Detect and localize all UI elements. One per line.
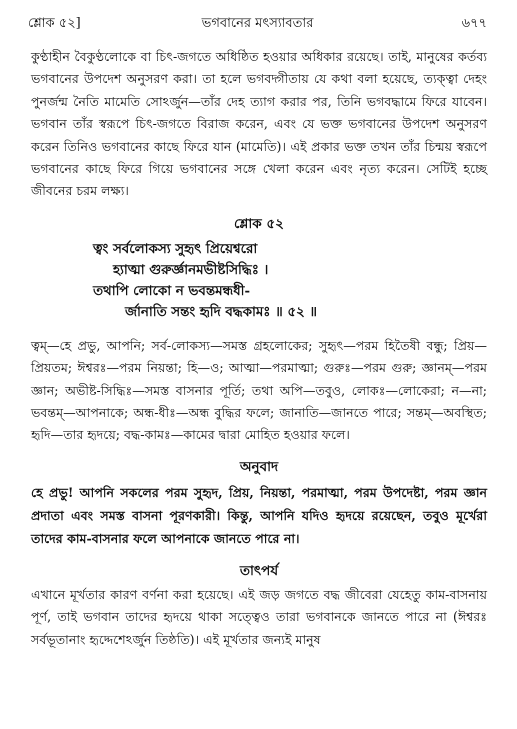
purport-heading: তাৎপর্য — [239, 562, 279, 579]
purport-paragraph: এখানে মূর্খতার কারণ বর্ণনা করা হয়েছে। এই জড় জগতে বদ্ধ জীবেরা যেহেতু কাম-বাসনায় পূর্ণ, তাই ভগবান তাদের হৃদয়ে থাকা সত্ত্বেও তারা ভগবানকে জানতে পারে না (ঈশ্বরঃ সর্বভূতানাং হৃদ্দেশেঽর্জুন তিষ্ঠতি)। এই মূর্খতার জন্যই মানুষ — [31, 587, 487, 647]
header-chapter-title: ভগবানের মৎস্যাবতার — [201, 16, 314, 31]
verse-line-4: র্জানাতি সন্তং হৃদি বদ্ধকামঃ ॥ ৫২ ॥ — [125, 304, 317, 321]
page-body — [31, 46, 487, 651]
verse-heading: শ্লোক ৫২ — [234, 215, 284, 232]
intro-paragraph: কুণ্ঠাহীন বৈকুণ্ঠলোকে বা চিৎ-জগতে অধিষ্ঠিত হওয়ার অধিকার রয়েছে। তাই, মানুষের কর্তব্য ভগবানের উপদেশ অনুসরণ করা। তা হলে ভগবদ্গীতায় যে কথা বলা হয়েছে, ত্যক্ত্বা দেহং পুনর্জন্ম নৈতি মামেতি সোঽর্জুন—তাঁর দেহ ত্যাগ করার পর, তিনি ভগবদ্ধামে ফিরে যাবেন। ভগবান তাঁর স্বরূপে চিৎ-জগতে বিরাজ করেন, এবং যে ভক্ত ভগবানের উপদেশ অনুসরণ করেন তিনিও ভগবানের কাছে ফিরে যান (মামেতি)। এই প্রকার ভক্ত তখন তাঁর চিন্ময় স্বরূপে ভগবানের কাছে ফিরে গিয়ে ভগবানের সঙ্গে খেলা করেন এবং নৃত্য করেন। সেটিই হচ্ছে জীবনের চরম লক্ষ্য। — [31, 49, 487, 199]
running-header — [28, 10, 487, 36]
sanskrit-verse — [31, 239, 487, 323]
synonyms-paragraph: ত্বম্—হে প্রভু, আপনি; সর্ব-লোকস্য—সমস্ত গ্রহলোকের; সুহৃৎ—পরম হিতৈষী বন্ধু; প্রিয়—প্রিয়তম; ঈশ্বরঃ—পরম নিয়ন্তা; হি—ও; আত্মা—পরমাত্মা; গুরুঃ—পরম গুরু; জ্ঞানম্—পরম জ্ঞান; অভীষ্ট-সিদ্ধিঃ—সমস্ত বাসনার পূর্তি; তথা অপি—তবুও, লোকঃ—লোকেরা; ন—না; ভবন্তম্—আপনাকে; অন্ধ-ধীঃ—অন্ধ বুদ্ধির ফলে; জানাতি—জানতে পারে; সন্তম্—অবস্থিত; হৃদি—তার হৃদয়ে; বদ্ধ-কামঃ—কামের দ্বারা মোহিত হওয়ার ফলে। — [31, 338, 487, 443]
verse-line-2: হ্যাত্মা গুরুর্জ্ঞানমভীষ্টসিদ্ধিঃ । — [113, 262, 269, 279]
translation-paragraph: হে প্রভু! আপনি সকলের পরম সুহৃদ, প্রিয়, নিয়ন্তা, পরমাত্মা, পরম উপদেষ্টা, পরম জ্ঞান প্রদাতা এবং সমস্ত বাসনা পূরণকারী। কিন্তু, আপনি যদিও হৃদয়ে রয়েছেন, তবুও মূর্খেরা তাদের কাম-বাসনার ফলে আপনাকে জানতে পারে না। — [31, 484, 487, 546]
verse-line-1: ত্বং সর্বলোকস্য সুহৃৎ প্রিয়েশ্বরো — [93, 241, 258, 258]
translation-heading: অনুবাদ — [239, 459, 279, 476]
header-verse-ref: শ্লোক ৫২] — [28, 16, 81, 31]
verse-line-3: তথাপি লোকো ন ভবন্তমন্ধধী- — [93, 283, 251, 300]
header-page-number: ৬৭৭ — [461, 16, 487, 31]
